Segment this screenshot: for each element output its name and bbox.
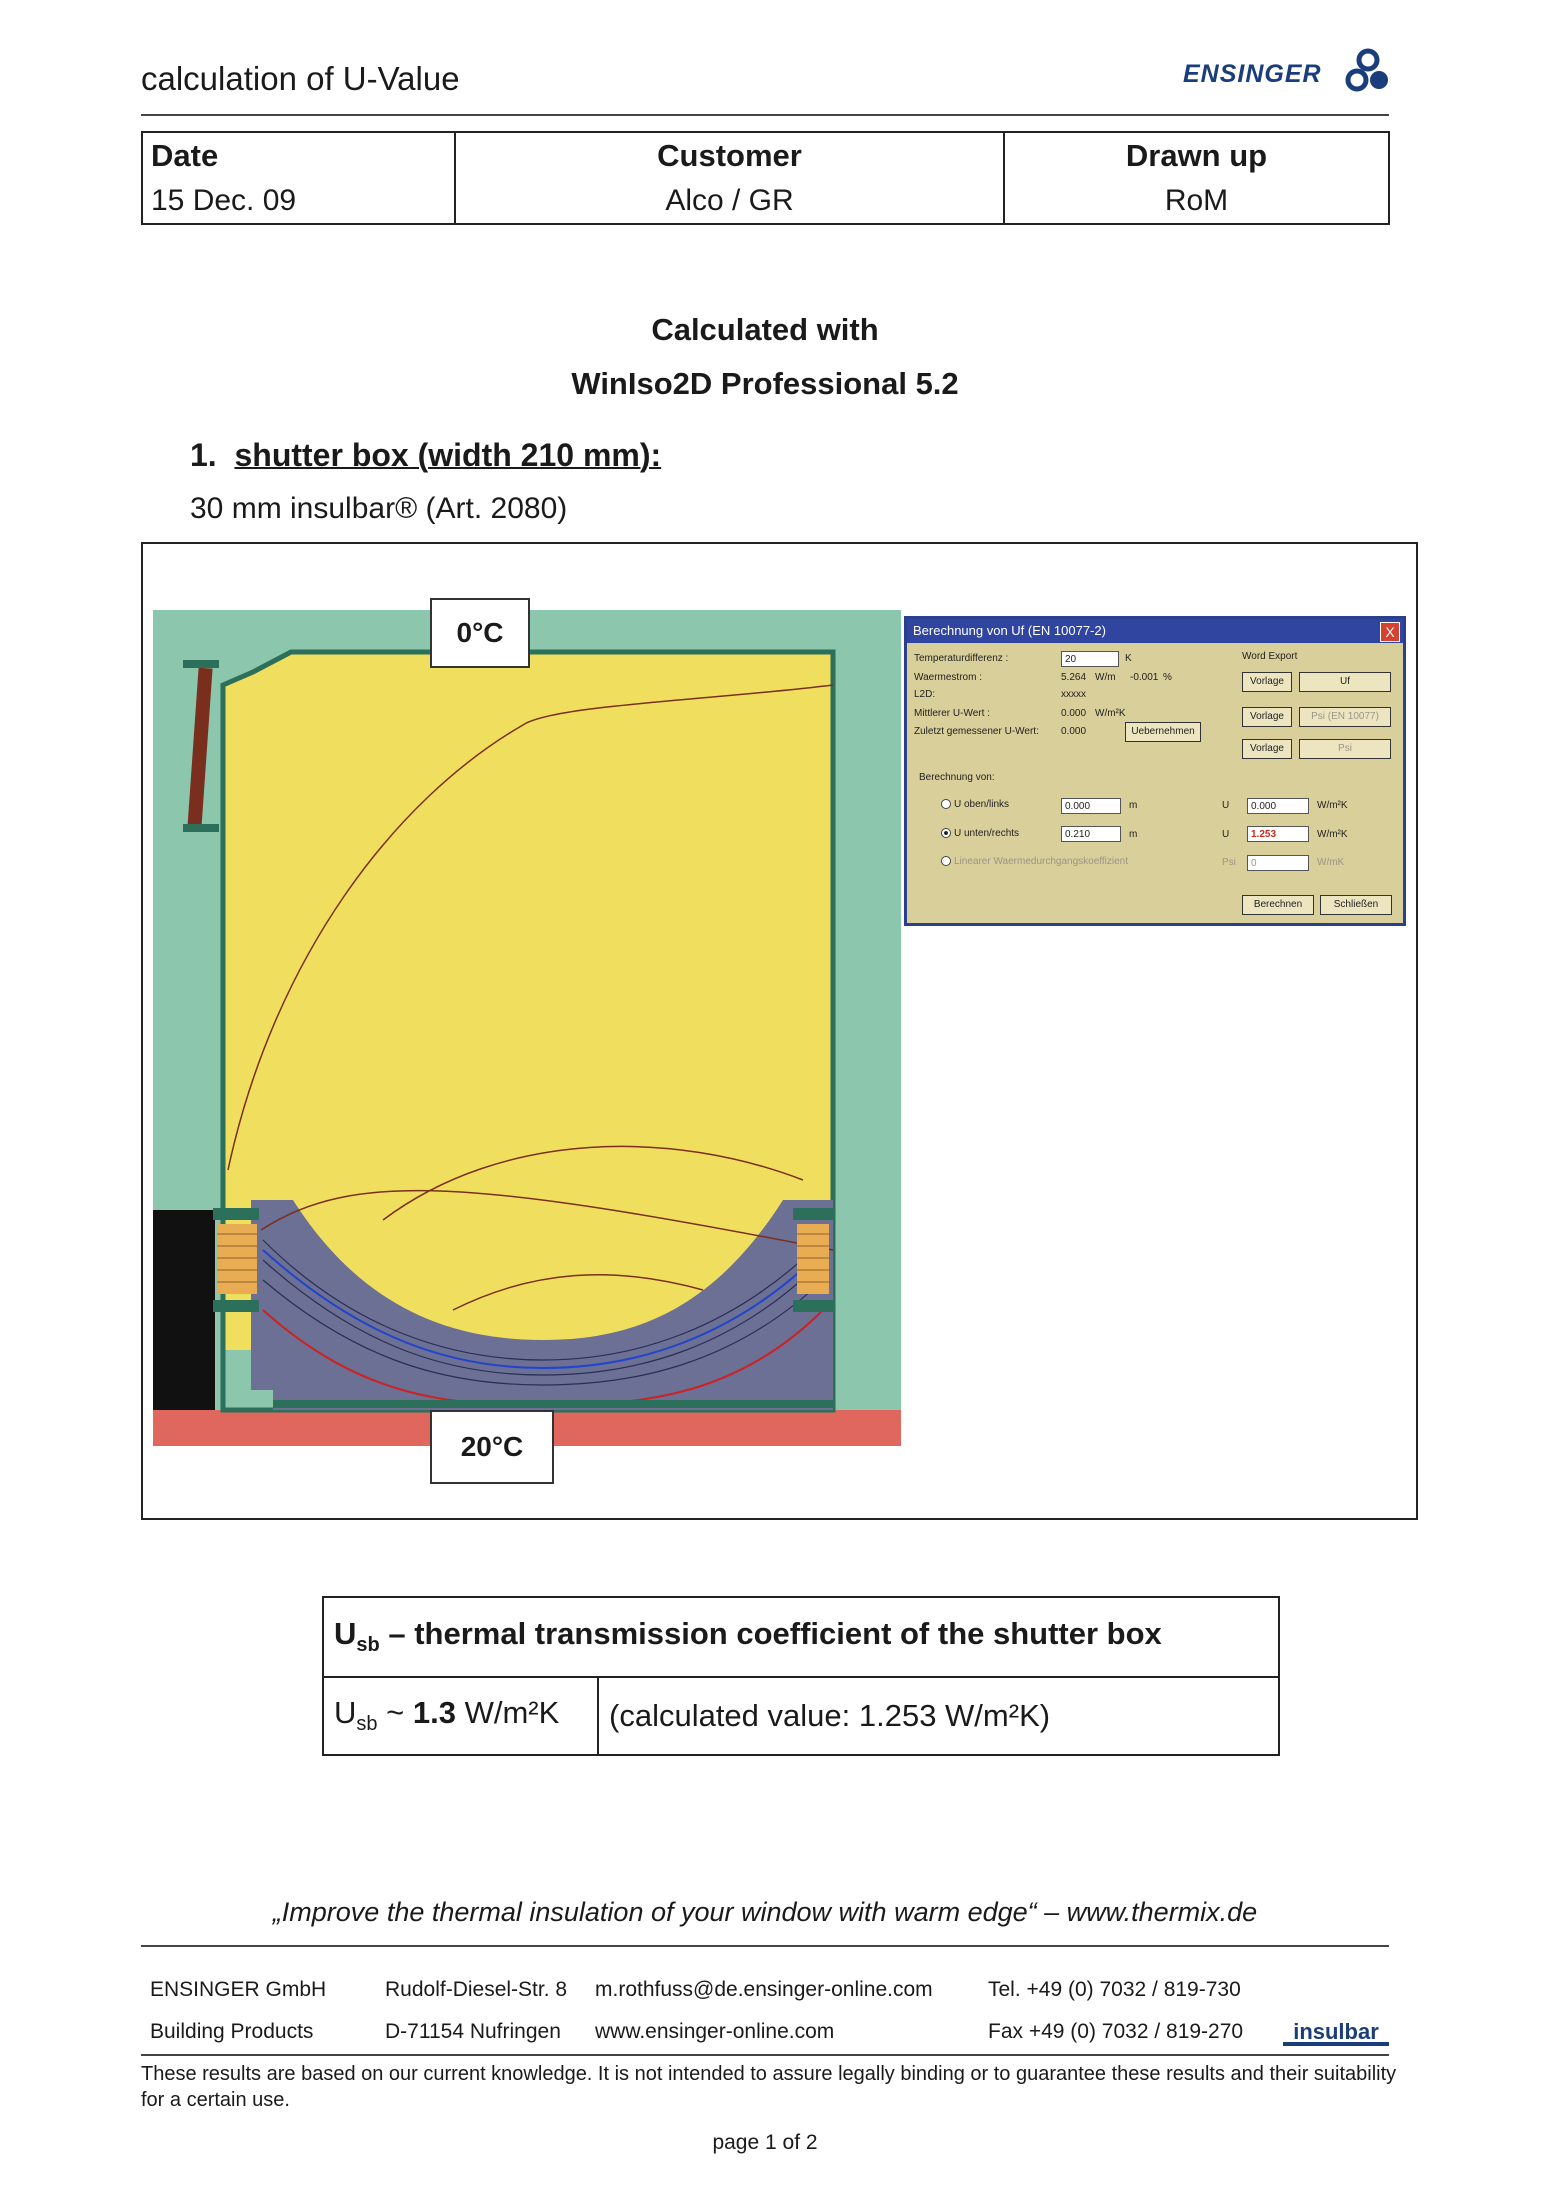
drawn-value: RoM bbox=[1164, 184, 1229, 217]
last-u-value: 0.000 bbox=[1061, 726, 1087, 737]
calc-from-label: Berechnung von: bbox=[919, 772, 995, 783]
disclaimer: These results are based on our current knowledge. It is not intended to assure legally binding or to guarantee these results and their suitability for a certain use. bbox=[141, 2063, 1397, 2111]
last-u-label: Zuletzt gemessener U-Wert: bbox=[914, 726, 1039, 737]
thermal-simulation-image bbox=[153, 610, 901, 1446]
customer-label: Customer bbox=[657, 138, 802, 173]
heading-text: – thermal transmission coefficient of the shutter box bbox=[379, 1616, 1162, 1652]
section-number: 1. bbox=[190, 437, 217, 473]
radio-icon bbox=[941, 799, 951, 809]
psi-value: 0 bbox=[1247, 855, 1309, 871]
footer-divider-top bbox=[141, 1945, 1389, 1947]
mean-u-label: Mittlerer U-Wert : bbox=[914, 708, 990, 719]
section-subheading: 30 mm insulbar® (Art. 2080) bbox=[190, 492, 568, 525]
u-bottom-length-unit: m bbox=[1129, 829, 1138, 840]
close-button[interactable]: Schließen bbox=[1320, 895, 1392, 915]
value-unit: W/m²K bbox=[455, 1695, 560, 1731]
uf-calculation-dialog bbox=[904, 616, 1406, 926]
company-division: Building Products bbox=[150, 2020, 314, 2043]
template-button-2[interactable]: Vorlage bbox=[1242, 707, 1292, 727]
dialog-title: Berechnung von Uf (EN 10077-2) bbox=[907, 619, 1403, 643]
result-table bbox=[322, 1596, 1280, 1756]
calculate-button[interactable]: Berechnen bbox=[1242, 895, 1314, 915]
header-divider bbox=[141, 114, 1389, 116]
uf-export-button[interactable]: Uf bbox=[1299, 672, 1391, 692]
calculated-with-line2: WinIso2D Professional 5.2 bbox=[571, 366, 959, 401]
value-subscript: sb bbox=[356, 1713, 378, 1736]
document-title: calculation of U-Value bbox=[141, 60, 460, 97]
wall-block bbox=[153, 1210, 215, 1410]
linear-coefficient-option[interactable] bbox=[941, 856, 1128, 867]
company-city: D-71154 Nufringen bbox=[385, 2020, 561, 2043]
drawn-label: Drawn up bbox=[1125, 138, 1268, 173]
heat-flow-value: 5.264 bbox=[1061, 672, 1087, 683]
linear-coefficient-label: Linearer Waermedurchgangskoeffizient bbox=[954, 856, 1128, 867]
date-value: 15 Dec. 09 bbox=[151, 184, 297, 217]
contact-email[interactable]: m.rothfuss@de.ensinger-online.com bbox=[595, 1978, 933, 2001]
customer-cell bbox=[455, 132, 1004, 224]
psi-unit: W/mK bbox=[1317, 857, 1345, 868]
company-name: ENSINGER GmbH bbox=[150, 1978, 327, 2001]
mean-u-value: 0.000 bbox=[1061, 708, 1087, 719]
heat-flow-label: Waermestrom : bbox=[914, 672, 982, 683]
temp-label-top: 0°C bbox=[430, 598, 530, 668]
psi-en-export-button[interactable]: Psi (EN 10077) bbox=[1299, 707, 1391, 727]
radio-selected-icon bbox=[941, 828, 951, 838]
value-symbol: U bbox=[334, 1695, 357, 1731]
heat-flow-deviation: -0.001 bbox=[1130, 672, 1159, 683]
info-table bbox=[141, 131, 1390, 225]
date-label: Date bbox=[151, 138, 219, 173]
customer-value: Alco / GR bbox=[665, 184, 794, 217]
l2d-label: L2D: bbox=[914, 689, 936, 700]
page-number: page 1 of 2 bbox=[712, 2131, 818, 2154]
insulbar-logo-text: insulbar bbox=[1293, 2019, 1379, 2044]
result-calculated: (calculated value: 1.253 W/m²K) bbox=[598, 1677, 1279, 1755]
value-number: 1.3 bbox=[412, 1695, 456, 1731]
u-bottom-option[interactable] bbox=[941, 828, 1019, 839]
u-top-option[interactable] bbox=[941, 799, 1009, 810]
footer-divider-bottom bbox=[141, 2054, 1389, 2056]
u-top-result-unit: W/m²K bbox=[1317, 800, 1348, 811]
phone-number: Tel. +49 (0) 7032 / 819-730 bbox=[988, 1978, 1241, 2001]
u-bottom-result: 1.253 bbox=[1247, 826, 1309, 842]
company-website[interactable]: www.ensinger-online.com bbox=[595, 2020, 835, 2043]
calculated-with-line1: Calculated with bbox=[651, 312, 879, 347]
section-heading bbox=[190, 437, 661, 474]
u-bottom-result-unit: W/m²K bbox=[1317, 829, 1348, 840]
result-heading bbox=[323, 1597, 1279, 1677]
u-top-length-unit: m bbox=[1129, 800, 1138, 811]
template-button-3[interactable]: Vorlage bbox=[1242, 739, 1292, 759]
u-bottom-length-input[interactable]: 0.210 bbox=[1061, 826, 1121, 842]
word-export-label: Word Export bbox=[1242, 651, 1298, 662]
value-approx: ~ bbox=[377, 1695, 413, 1731]
temp-diff-unit: K bbox=[1125, 653, 1132, 664]
company-street: Rudolf-Diesel-Str. 8 bbox=[385, 1978, 568, 2001]
template-button-1[interactable]: Vorlage bbox=[1242, 672, 1292, 692]
psi-label: Psi bbox=[1222, 857, 1236, 868]
u-top-length-input[interactable]: 0.000 bbox=[1061, 798, 1121, 814]
u-top-result: 0.000 bbox=[1247, 798, 1309, 814]
u-top-symbol: U bbox=[1222, 800, 1230, 811]
heading-symbol: U bbox=[334, 1616, 357, 1652]
ensinger-logo-icon bbox=[1345, 48, 1391, 94]
u-bottom-label: U unten/rechts bbox=[954, 828, 1020, 839]
heat-flow-deviation-unit: % bbox=[1163, 672, 1172, 683]
ensinger-logo bbox=[1183, 46, 1393, 96]
psi-export-button[interactable]: Psi bbox=[1299, 739, 1391, 759]
section-title: shutter box (width 210 mm): bbox=[234, 437, 662, 473]
date-cell bbox=[142, 132, 455, 224]
heading-subscript: sb bbox=[356, 1634, 380, 1657]
take-over-button[interactable]: Uebernehmen bbox=[1125, 722, 1201, 742]
l2d-value: xxxxx bbox=[1061, 689, 1086, 700]
footer-quote: „Improve the thermal insulation of your window with warm edge“ – www.thermix.de bbox=[272, 1897, 1258, 1927]
temp-diff-input[interactable]: 20 bbox=[1061, 651, 1119, 667]
u-bottom-symbol: U bbox=[1222, 829, 1230, 840]
heat-flow-unit: W/m bbox=[1095, 672, 1116, 683]
insulbar-logo bbox=[1283, 2017, 1389, 2047]
mean-u-unit: W/m²K bbox=[1095, 708, 1126, 719]
result-rounded-cell bbox=[323, 1677, 598, 1755]
drawn-cell bbox=[1004, 132, 1389, 224]
u-top-label: U oben/links bbox=[954, 799, 1010, 810]
temp-label-bottom: 20°C bbox=[430, 1410, 554, 1484]
temp-diff-label: Temperaturdifferenz : bbox=[914, 653, 1009, 664]
radio-disabled-icon bbox=[941, 856, 951, 866]
brand-name: ENSINGER bbox=[1183, 60, 1322, 88]
fax-number: Fax +49 (0) 7032 / 819-270 bbox=[988, 2020, 1244, 2043]
dialog-close-icon[interactable]: X bbox=[1380, 622, 1400, 642]
